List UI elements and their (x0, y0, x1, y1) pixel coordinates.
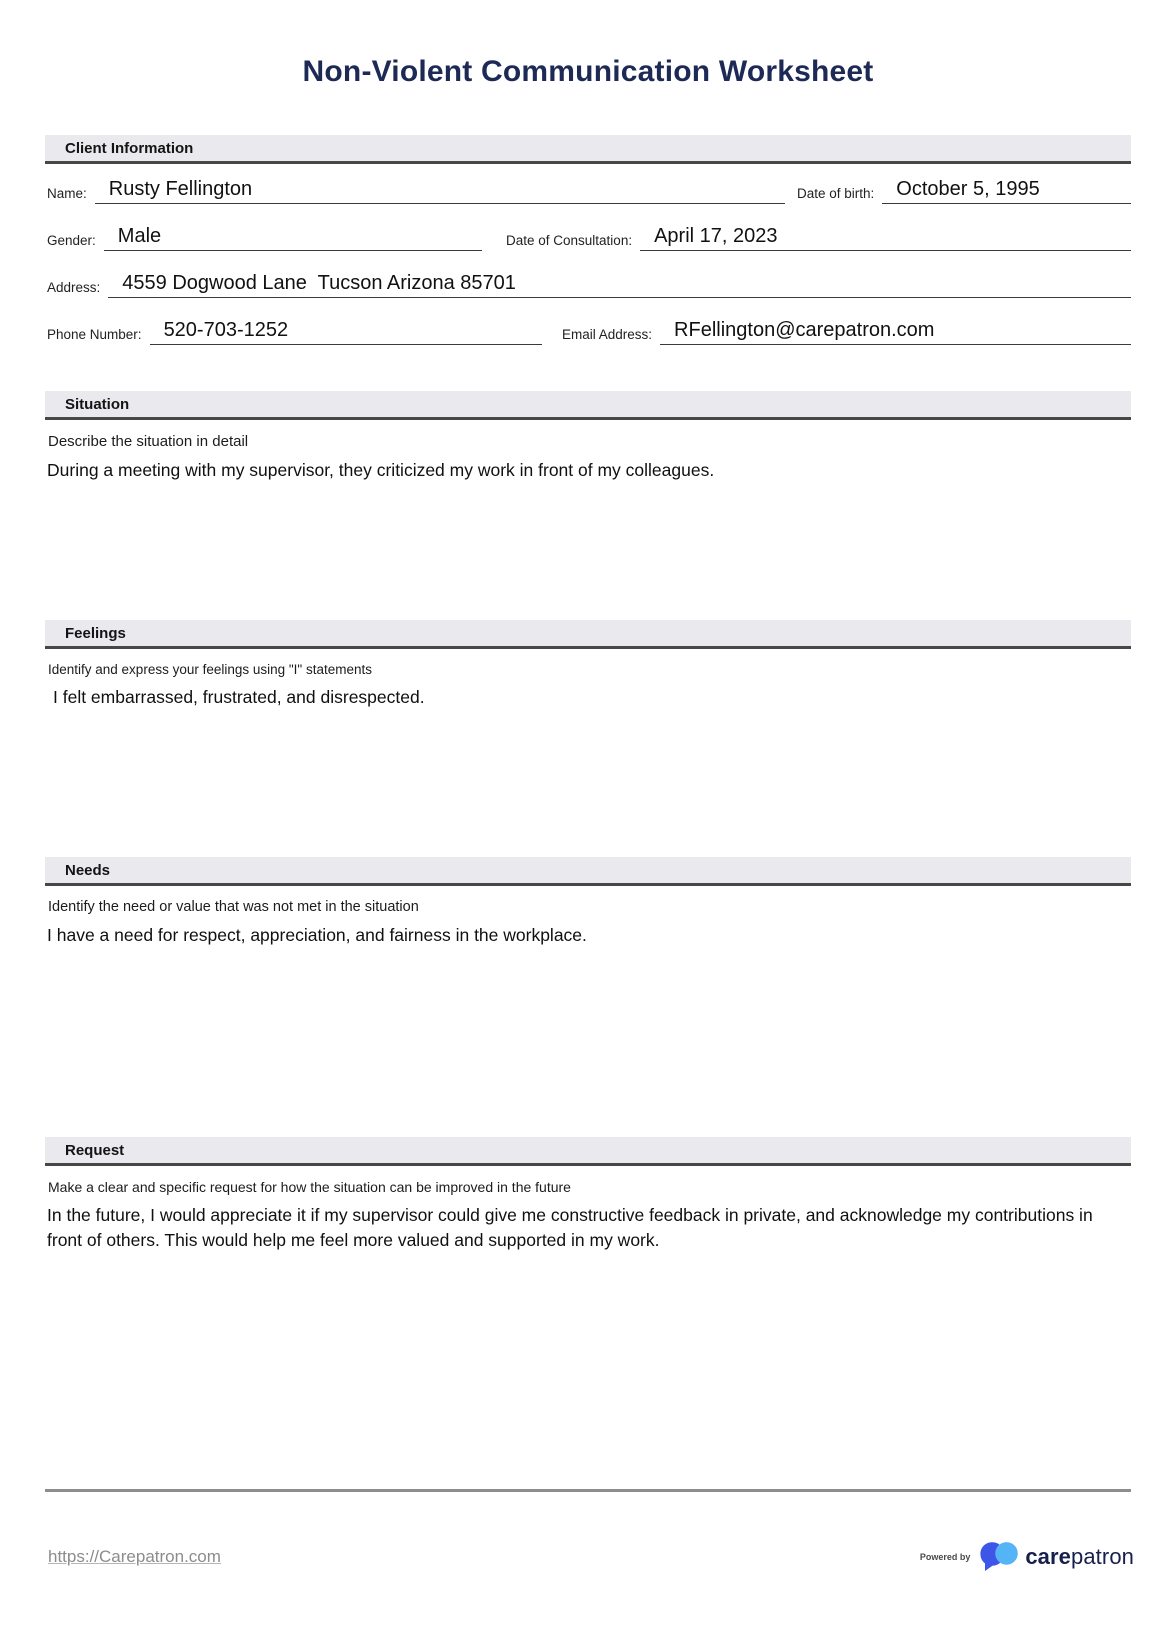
footer (48, 1541, 1134, 1572)
powered-by-label: Powered by (919, 1551, 971, 1562)
needs-answer[interactable]: I have a need for respect, appreciation, and fairness in the workplace. (47, 925, 587, 945)
email-value[interactable]: RFellington@carepatron.com (660, 317, 1131, 345)
address-field (45, 270, 1131, 298)
date-of-birth-label: Date of birth: (797, 186, 875, 201)
feelings-section (45, 649, 1131, 857)
feelings-header: Feelings (45, 620, 1131, 649)
carepatron-wordmark-care: care (1025, 1543, 1072, 1569)
footer-divider (45, 1489, 1131, 1492)
carepatron-wordmark-patron: patron (1071, 1543, 1134, 1569)
gender-value[interactable]: Male (104, 223, 482, 251)
consultation-date-field (504, 223, 1131, 251)
phone-field (45, 317, 542, 345)
gender-label: Gender: (47, 233, 96, 248)
name-value[interactable]: Rusty Fellington (95, 176, 785, 204)
page-title: Non-Violent Communication Worksheet (302, 55, 874, 88)
situation-header: Situation (45, 391, 1131, 420)
name-field (45, 176, 785, 204)
carepatron-wordmark (1025, 1544, 1134, 1570)
address-label: Address: (47, 280, 101, 295)
situation-prompt: Describe the situation in detail (48, 433, 249, 450)
name-label: Name: (47, 186, 87, 201)
row-phone-email (45, 317, 1131, 345)
row-gender-consultation (45, 223, 1131, 251)
date-of-birth-value[interactable]: October 5, 1995 (882, 176, 1131, 204)
email-label: Email Address: (562, 327, 653, 342)
situation-section (45, 420, 1131, 620)
consultation-date-label: Date of Consultation: (506, 233, 633, 248)
needs-header: Needs (45, 857, 1131, 886)
carepatron-link[interactable]: https://Carepatron.com (48, 1546, 221, 1566)
request-section (45, 1166, 1131, 1466)
request-prompt: Make a clear and specific request for how the situation can be improved in the future (48, 1179, 571, 1195)
phone-value[interactable]: 520-703-1252 (150, 317, 542, 345)
row-name-dob (45, 176, 1131, 204)
needs-section (45, 886, 1131, 1137)
carepatron-logo-icon (979, 1541, 1019, 1572)
situation-answer[interactable]: During a meeting with my supervisor, they criticized my work in front of my colleagues. (47, 460, 715, 480)
request-answer[interactable]: In the future, I would appreciate it if my supervisor could give me constructive feedback in private, and acknowledge my contributions in front of others. This would help me feel more valued and supported in my work. (47, 1205, 1093, 1250)
needs-prompt: Identify the need or value that was not met in the situation (48, 899, 419, 915)
feelings-answer[interactable]: I felt embarrassed, frustrated, and disrespected. (53, 687, 425, 707)
carepatron-branding (920, 1541, 1134, 1572)
gender-field (45, 223, 482, 251)
request-header: Request (45, 1137, 1131, 1166)
address-value[interactable]: 4559 Dogwood Lane Tucson Arizona 85701 (108, 270, 1131, 298)
row-address (45, 270, 1131, 298)
date-of-birth-field (795, 176, 1131, 204)
client-information-header: Client Information (45, 135, 1131, 164)
feelings-prompt: Identify and express your feelings using "I" statements (48, 662, 373, 677)
phone-label: Phone Number: (47, 327, 142, 342)
consultation-date-value[interactable]: April 17, 2023 (640, 223, 1131, 251)
email-field (560, 317, 1131, 345)
